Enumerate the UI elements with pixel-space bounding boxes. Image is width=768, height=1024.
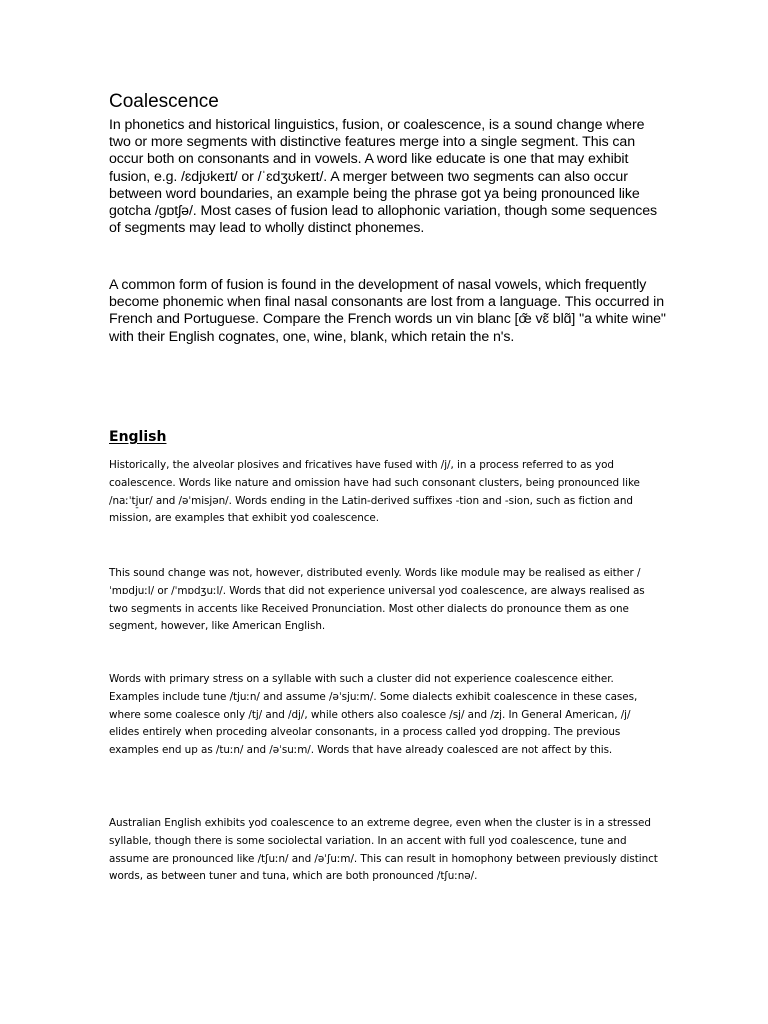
english-paragraph-australian-english: Australian English exhibits yod coalescence to an extreme degree, even when the cluster is in a stressed syllable, though there is some sociolectal variation. In an accent with full yod coalescence, tune and assume are pronounced like /tʃuːn/ and /əˈʃuːm/. This can result in homophony between previously distinct words, as between tuner and tuna, which are both pronounced /tʃuːnə/.: [109, 817, 658, 883]
section-heading-english: English: [109, 429, 167, 445]
english-paragraph-uneven-distribution: This sound change was not, however, distributed evenly. Words like module may be realised as either /ˈmɒdjuːl/ or /ˈmɒdʒuːl/. Words that did not experience universal yod coalescence, are always realised as two segments in accents like Received Pronunciation. Most other dialects do pronounce them as one segment, however, like American English.: [109, 567, 645, 633]
english-paragraph-yod-coalescence: Historically, the alveolar plosives and fricatives have fused with /j/, in a process referred to as yod coalescence. Words like nature and omission have had such consonant clusters, being pronounced like /naːˈtj̠ur/ and /əˈmisjən/. Words ending in the Latin-derived suffixes -tion and -sion, such as fiction and mission, are examples that exhibit yod coalescence.: [109, 459, 640, 525]
intro-paragraph-fusion: In phonetics and historical linguistics, fusion, or coalescence, is a sound change where two or more segments with distinctive features merge into a single segment. This can occur both on consonants and in vowels. A word like educate is one that may exhibit fusion, e.g. /ɛdjʊkeɪt/ or /ˈɛdʒʊkeɪt/. A merger between two segments can also occur between word boundaries, an example being the phrase got ya being pronounced like gotcha /ɡɒtʃə/. Most cases of fusion lead to allophonic variation, though some sequences of segments may lead to wholly distinct phonemes.: [109, 117, 658, 237]
document-title: Coalescence: [109, 91, 219, 112]
intro-paragraph-nasal-vowels: A common form of fusion is found in the development of nasal vowels, which frequently become phonemic when final nasal consonants are lost from a language. This occurred in French and Portuguese. Compare the French words un vin blanc [œ̃ vɛ̃ blɑ̃] "a white wine" with their English cognates, one, wine, blank, which retain the n's.: [109, 277, 666, 345]
english-paragraph-primary-stress: Words with primary stress on a syllable with such a cluster did not experience coalescence either. Examples include tune /tjuːn/ and assume /əˈsjuːm/. Some dialects exhibit coalescence in these cases, where some coalesce only /tj/ and /dj/, while others also coalesce /sj/ and /zj. In General American, /j/ elides entirely when proceding alveolar consonants, in a process called yod dropping. The previous examples end up as /tuːn/ and /əˈsuːm/. Words that have already coalesced are not affect by this.: [109, 673, 638, 757]
